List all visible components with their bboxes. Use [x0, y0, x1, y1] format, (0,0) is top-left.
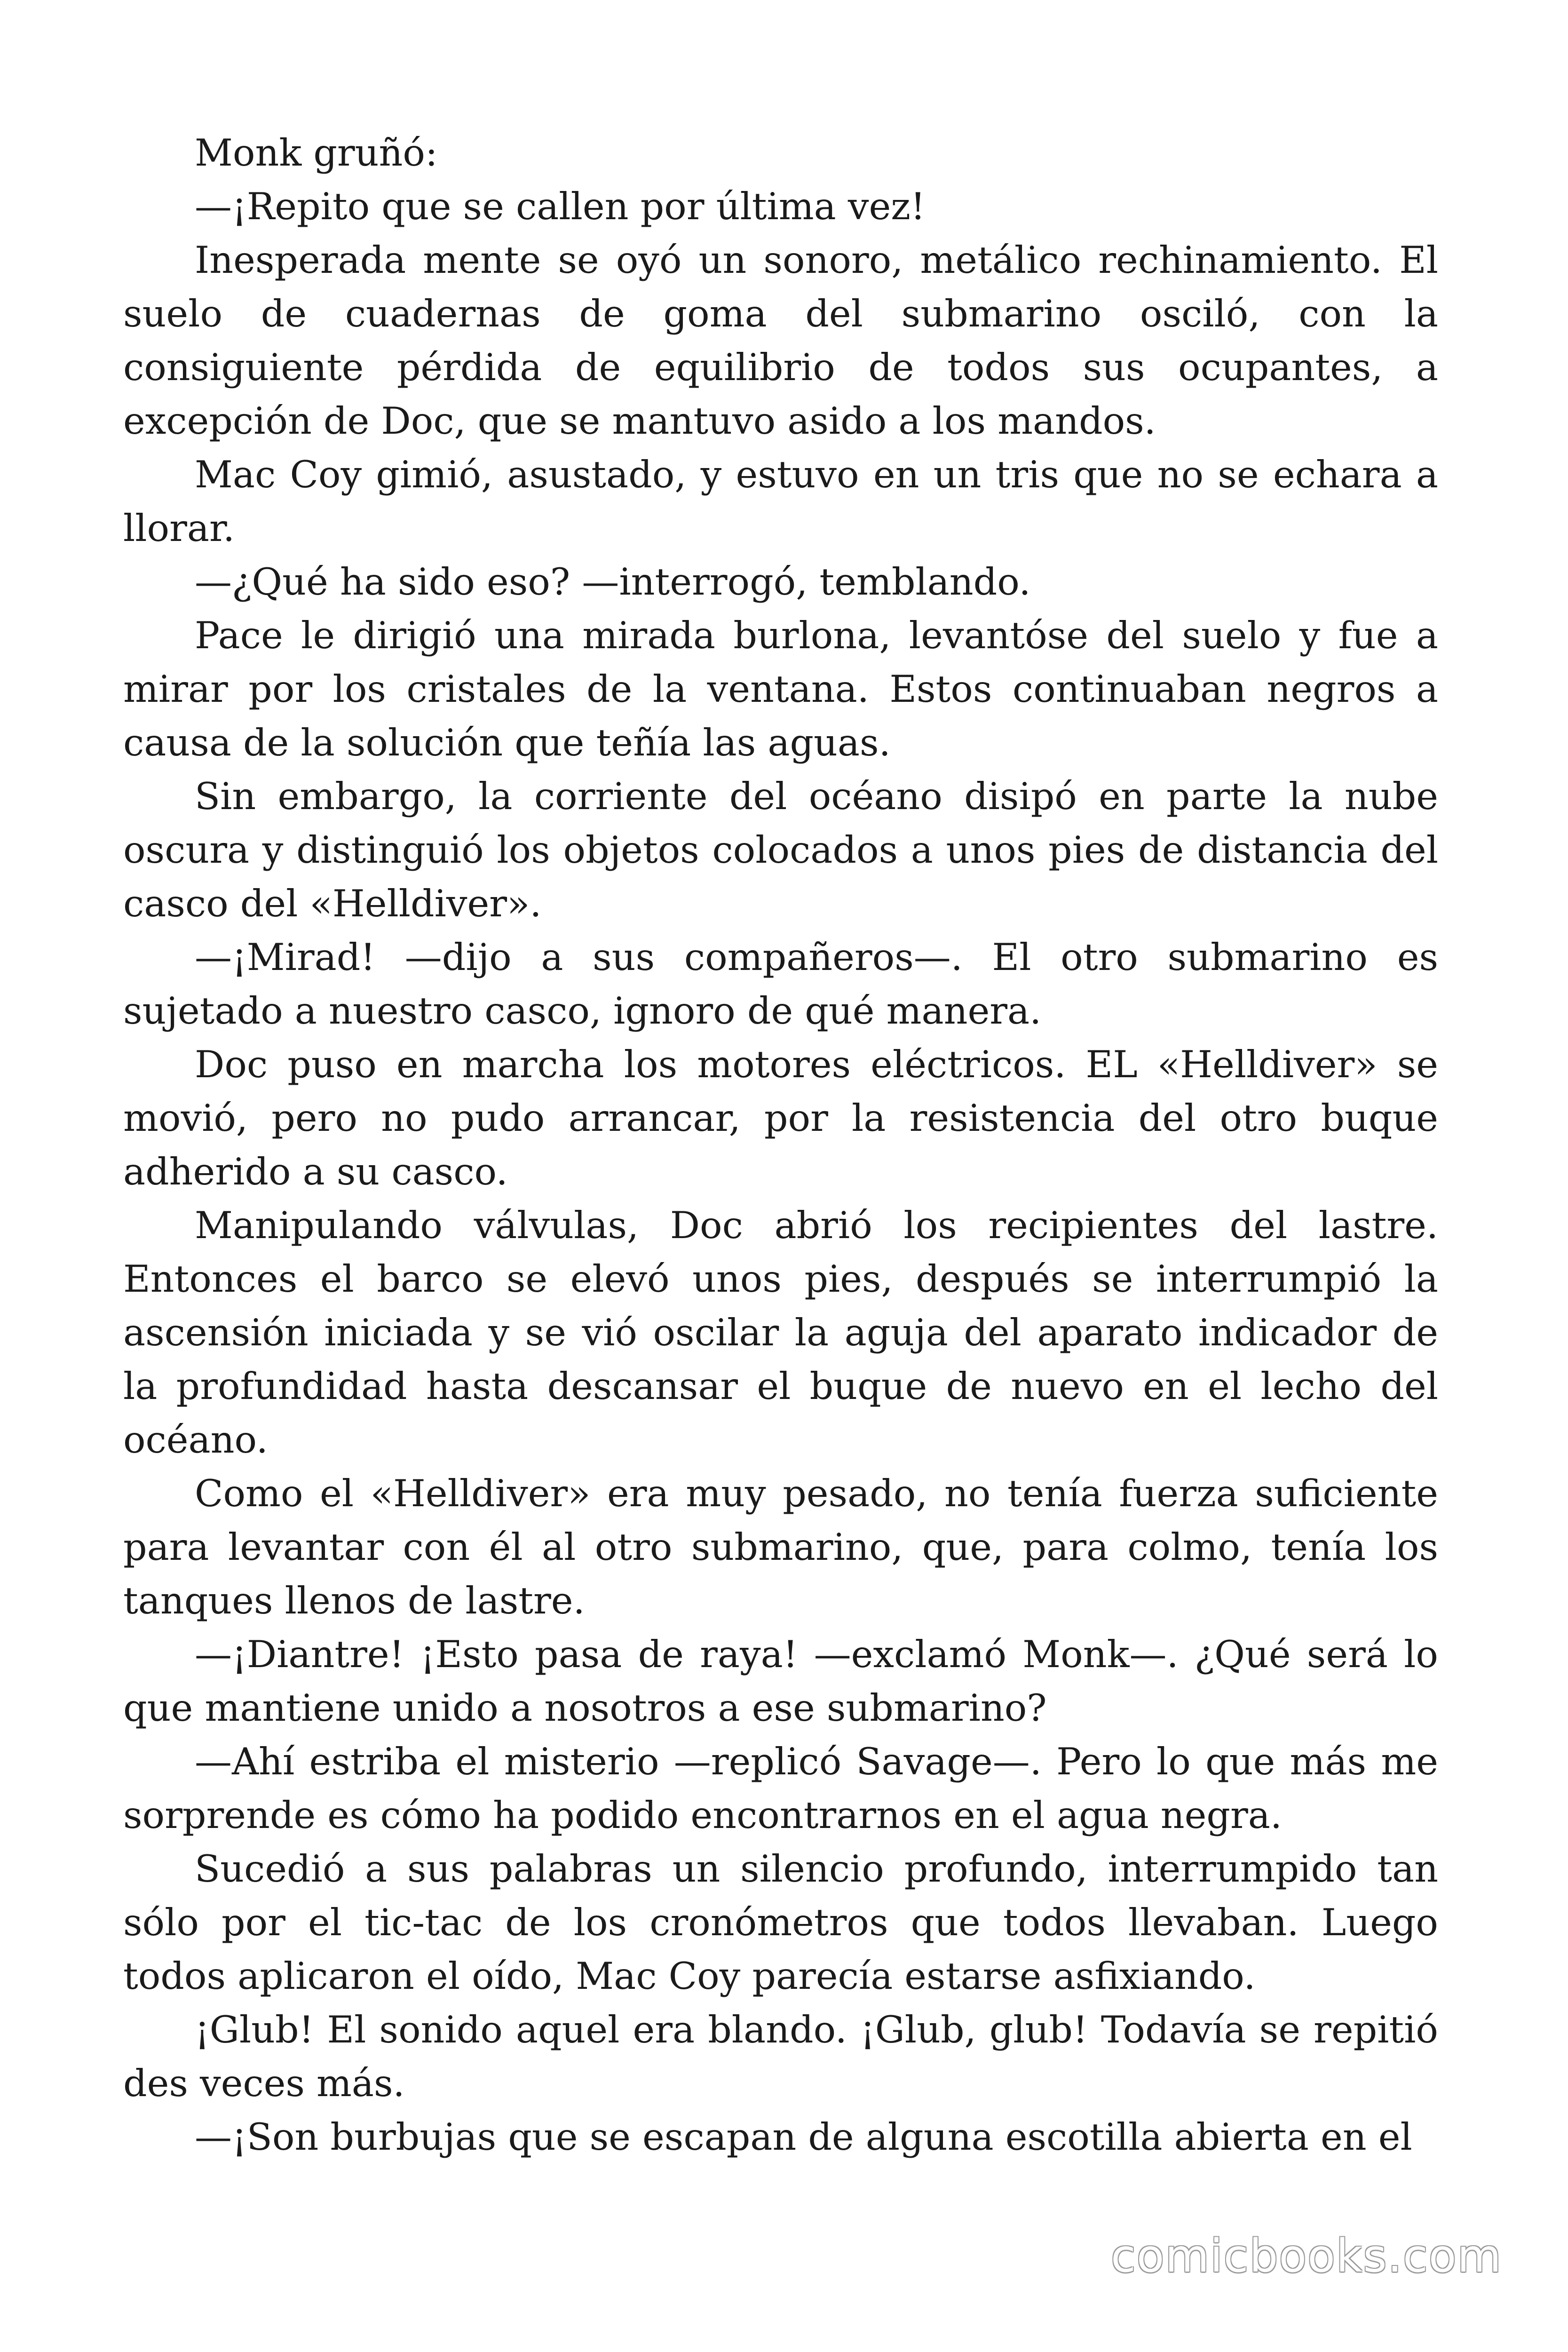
paragraph: Monk gruñó:	[195, 131, 438, 175]
paragraph: Mac Coy gimió, asustado, y estuvo en un tris que no se echara a llorar.	[123, 453, 1438, 550]
paragraph: Doc puso en marcha los motores eléctricos. EL «Helldiver» se movió, pero no pudo arrancar, por la resistencia del otro buque adherido a su casco.	[123, 1043, 1438, 1193]
paragraph: —Ahí estriba el misterio —replicó Savage—. Pero lo que más me sorprende es cómo ha podido encontrarnos en el agua negra.	[123, 1740, 1438, 1837]
paragraph: Sucedió a sus palabras un silencio profundo, interrumpido tan sólo por el tic-tac de los cronómetros que todos llevaban. Luego todos aplicaron el oído, Mac Coy parecía estarse asfixiando.	[123, 1847, 1438, 1998]
paragraph: Como el «Helldiver» era muy pesado, no tenía fuerza suficiente para levantar con él al otro submarino, que, para colmo, tenía los tanques llenos de lastre.	[123, 1472, 1438, 1622]
paragraph: Sin embargo, la corriente del océano disipó en parte la nube oscura y distinguió los objetos colocados a unos pies de distancia del casco del «Helldiver».	[123, 775, 1438, 925]
paragraph: Manipulando válvulas, Doc abrió los recipientes del lastre. Entonces el barco se elevó unos pies, después se interrumpió la ascensión iniciada y se vió oscilar la aguja del aparato indicador de la profundidad hasta descansar el buque de nuevo en el lecho del océano.	[123, 1204, 1438, 1462]
paragraph: —¡Repito que se callen por última vez!	[195, 185, 926, 228]
paragraph: —¡Son burbujas que se escapan de alguna escotilla abierta en el	[195, 2115, 1412, 2159]
paragraph: —¡Mirad! —dijo a sus compañeros—. El otro submarino es sujetado a nuestro casco, ignoro de qué manera.	[123, 936, 1438, 1033]
body-text	[123, 126, 1438, 2164]
paragraph: —¿Qué ha sido eso? —interrogó, temblando.	[195, 560, 1031, 604]
paragraph: Inesperada mente se oyó un sonoro, metálico rechinamiento. El suelo de cuadernas de goma del submarino osciló, con la consiguiente pérdida de equilibrio de todos sus ocupantes, a excepción de Doc, que se mantuvo asido a los mandos.	[123, 238, 1438, 443]
paragraph: —¡Diantre! ¡Esto pasa de raya! —exclamó Monk—. ¿Qué será lo que mantiene unido a nosotros a ese submarino?	[123, 1633, 1438, 1730]
watermark-text: comicbooks.com	[1110, 2230, 1502, 2282]
paragraph: Pace le dirigió una mirada burlona, levantóse del suelo y fue a mirar por los cristales de la ventana. Estos continuaban negros a causa de la solución que teñía las aguas.	[123, 614, 1438, 764]
paragraph: ¡Glub! El sonido aquel era blando. ¡Glub, glub! Todavía se repitió des veces más.	[123, 2008, 1438, 2105]
